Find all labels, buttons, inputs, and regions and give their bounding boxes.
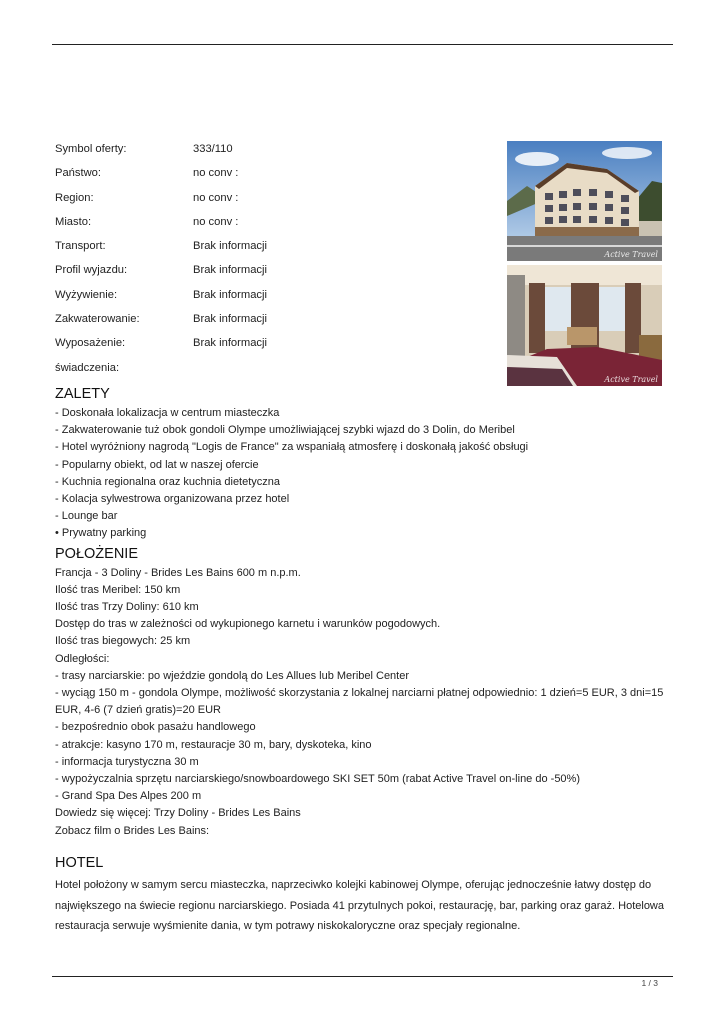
text-line: Dostęp do tras w zależności od wykupionego karnetu i warunków pogodowych. [55,618,441,631]
text-line: Ilość tras Trzy Doliny: 610 km [55,601,199,614]
text-line: największego na świecie regionu narciarskiego. Posiada 41 przytulnych pokoi, restaurację, bar, parking oraz garaż. Hotelowa [55,899,664,912]
page-number: 1 / 3 [641,978,658,988]
hotel-exterior-photo [507,141,662,261]
info-label: Wyżywienie: [55,288,118,301]
info-label: Transport: [55,240,106,253]
text-line: Zobacz film o Brides Les Bains: [55,824,210,837]
section-heading-hotel: HOTEL [55,854,104,871]
list-item: - Lounge bar [55,510,118,523]
info-row [55,261,475,285]
info-row [55,164,475,188]
offer-info-table [55,140,475,383]
text-line: - wypożyczalnia sprzętu narciarskiego/snowboardowego SKI SET 50m (rabat Active Travel on-line do -50%) [55,773,580,786]
list-item: - Kuchnia regionalna oraz kuchnia dietetyczna [55,475,281,488]
info-label: Miasto: [55,215,92,228]
text-line: EUR, 4-6 (7 dzień gratis)=20 EUR [55,704,221,717]
hotel-description [55,877,675,936]
text-line: Francja - 3 Doliny - Brides Les Bains 600 m n.p.m. [55,566,301,579]
info-row [55,359,475,383]
text-line: Hotel położony w samym sercu miasteczka, naprzeciwko kolejki kabinowej Olympe, oferując jednocześnie łatwy dostęp do [55,878,652,891]
text-line: restauracja serwuje wyśmienite dania, w tym potrawy niskokaloryczne oraz specjały regionalne. [55,920,521,933]
advantages-list [55,405,675,543]
photo-watermark: Active Travel [604,250,658,259]
text-line: - informacja turystyczna 30 m [55,755,199,768]
bottom-rule [52,976,673,977]
info-value: Brak informacji [193,313,267,326]
info-row [55,334,475,358]
text-line: - atrakcje: kasyno 170 m, restauracje 30 m, bary, dyskoteka, kino [55,738,372,751]
info-row [55,213,475,237]
top-rule [52,44,673,45]
hotel-room-photo [507,265,662,386]
info-row [55,310,475,334]
photo-watermark: Active Travel [604,375,658,384]
text-line: - Grand Spa Des Alpes 200 m [55,790,202,803]
section-heading-zalety: ZALETY [55,386,110,402]
list-item: - Doskonała lokalizacja w centrum miasteczka [55,407,280,419]
info-label: Wyposażenie: [55,337,126,350]
section-heading-polozenie: POŁOŻENIE [55,545,138,562]
info-label: świadczenia: [55,361,120,374]
offer-content [55,383,675,936]
text-line: - bezpośrednio obok pasażu handlowego [55,721,256,734]
info-value: Brak informacji [193,264,267,277]
info-label: Państwo: [55,167,102,180]
info-row [55,189,475,213]
list-item: - Hotel wyróżniony nagrodą "Logis de France" za wspaniałą atmosferę i doskonałą jakość obsługi [55,441,529,454]
list-item: - Zakwaterowanie tuż obok gondoli Olympe umożliwiającej szybki wjazd do 3 Dolin, do Meribel [55,424,515,437]
info-value: Brak informacji [193,240,267,253]
text-line: Ilość tras Meribel: 150 km [55,583,181,596]
info-label: Region: [55,191,94,204]
info-value: 333/110 [193,143,233,155]
info-row [55,286,475,310]
location-details [55,565,675,840]
info-value: no conv : [193,191,239,204]
info-label: Profil wyjazdu: [55,264,128,277]
info-value: no conv : [193,215,239,228]
list-item: • Prywatny parking [55,527,147,540]
info-value: Brak informacji [193,337,267,350]
info-label: Zakwaterowanie: [55,313,140,326]
info-row [55,140,475,164]
info-label: Symbol oferty: [55,143,127,155]
text-line: Ilość tras biegowych: 25 km [55,635,191,648]
text-line: Odległości: [55,652,110,665]
text-line: Dowiedz się więcej: Trzy Doliny - Brides Les Bains [55,807,301,820]
list-item: - Popularny obiekt, od lat w naszej ofercie [55,458,259,471]
text-line: - wyciąg 150 m - gondola Olympe, możliwość skorzystania z lokalnej narciarni płatnej odpowiednio: 1 dzień=5 EUR, 3 dni=15 [55,687,664,700]
info-row [55,237,475,261]
list-item: - Kolacja sylwestrowa organizowana przez hotel [55,493,290,506]
info-value: Brak informacji [193,288,267,301]
text-line: - trasy narciarskie: po wjeździe gondolą do Les Allues lub Meribel Center [55,669,410,682]
info-value: no conv : [193,167,239,180]
